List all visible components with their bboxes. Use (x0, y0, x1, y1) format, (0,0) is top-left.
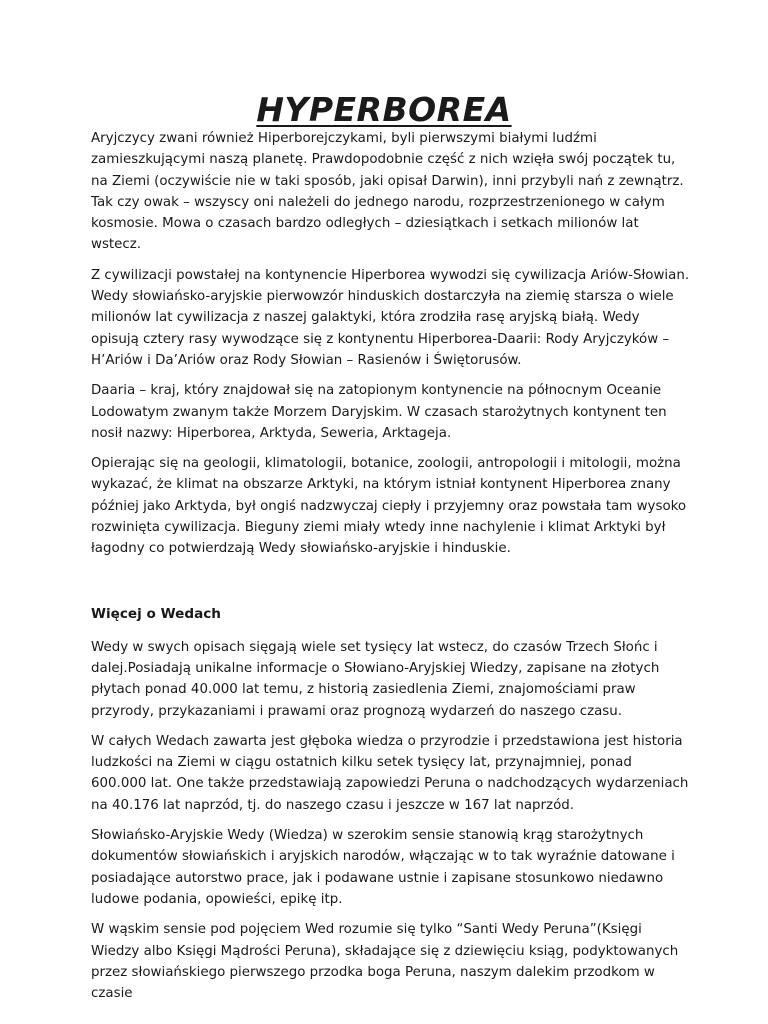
paragraph: W wąskim sensie pod pojęciem Wed rozumie się tylko “Santi Wedy Peruna”(Księgi Wiedzy albo Księgi Mądrości Peruna), składające się z dziewięciu ksiąg, podyktowanych przez słowiańskiego pierwszego przodka boga Peruna, naszym dalekim przodkom w czasie (91, 922, 679, 1002)
paragraph: Aryjczycy zwani również Hiperborejczykami, byli pierwszymi białymi ludźmi zamieszkującymi naszą planetę. Prawdopodobnie część z nich wzięła swój początek tu, na Ziemi (oczywiście nie w taki sposób, jaki opisał Darwin), inni przybyli nań z zewnątrz. Tak czy owak – wszyscy oni należeli do jednego narodu, rozprzestrzenionego w całym kosmosie. Mowa o czasach bardzo odległych – dziesiątkach i setkach milionów lat wstecz. (91, 131, 684, 253)
paragraph: Opierając się na geologii, klimatologii, botanice, zoologii, antropologii i mitologii, można wykazać, że klimat na obszarze Arktyki, na którym istniał kontynent Hiperborea znany później jako Arktyda, był ongiś nadzwyczaj ciepły i przyjemny oraz powstała tam wysoko rozwinięta cywilizacja. Bieguny ziemi miały wtedy inne nachylenie i klimat Arktyki był łagodny co potwierdzają Wedy słowiańsko-aryjskie i hinduskie. (91, 456, 687, 557)
document-title-text: HYPERBOREA (256, 90, 512, 129)
paragraph: W całych Wedach zawarta jest głęboka wiedza o przyrodzie i przedstawiona jest historia ludzkości na Ziemi w ciągu ostatnich kilku setek tysięcy lat, przynajmniej, ponad 600.000 lat. One także przedstawiają zapowiedzi Peruna o nadchodzących wydarzeniach na 40.176 lat naprzód, tj. do naszego czasu i jeszcze w 167 lat naprzód. (91, 733, 689, 813)
document-body (91, 128, 691, 1013)
paragraph: Wedy w swych opisach sięgają wiele set tysięcy lat wstecz, do czasów Trzech Słońc i dalej.Posiadają unikalne informacje o Słowiano-Aryjskiej Wiedzy, zapisane na złotych płytach ponad 40.000 lat temu, z historią zasiedlenia Ziemi, znajomościami praw przyrody, przykazaniami i prawami oraz prognozą wydarzeń do naszego czasu. (91, 639, 660, 719)
document-title (0, 90, 768, 130)
paragraph: Daaria – kraj, który znajdował się na zatopionym kontynencie na północnym Oceanie Lodowatym zwanym także Morzem Daryjskim. W czasach starożytnych kontynent ten nosił nazwy: Hiperborea, Arktyda, Seweria, Arktageja. (91, 383, 667, 441)
paragraph: Słowiańsko-Aryjskie Wedy (Wiedza) w szerokim sensie stanowią krąg starożytnych dokumentów słowiańskich i aryjskich narodów, włączając w to tak wyraźnie datowane i posiadające autorstwo prace, jak i podawane ustnie i zapisane stosunkowo niedawno ludowe podania, opowieści, epikę itp. (91, 828, 675, 907)
paragraph: Z cywilizacji powstałej na kontynencie Hiperborea wywodzi się cywilizacja Ariów-Słowian. Wedy słowiańsko-aryjskie pierwowzór hinduskich dostarczyła na ziemię starsza o wiele milionów lat cywilizacja z naszej galaktyki, która zrodziła rasę aryjską białą. Wedy opisują cztery rasy wywodzące się z kontynentu Hiperborea-Daarii: Rody Aryjczyków – H’Ariów i Da’Ariów oraz Rody Słowian – Rasienów i Świętorusów. (91, 267, 690, 368)
section-heading: Więcej o Wedach (91, 605, 221, 622)
